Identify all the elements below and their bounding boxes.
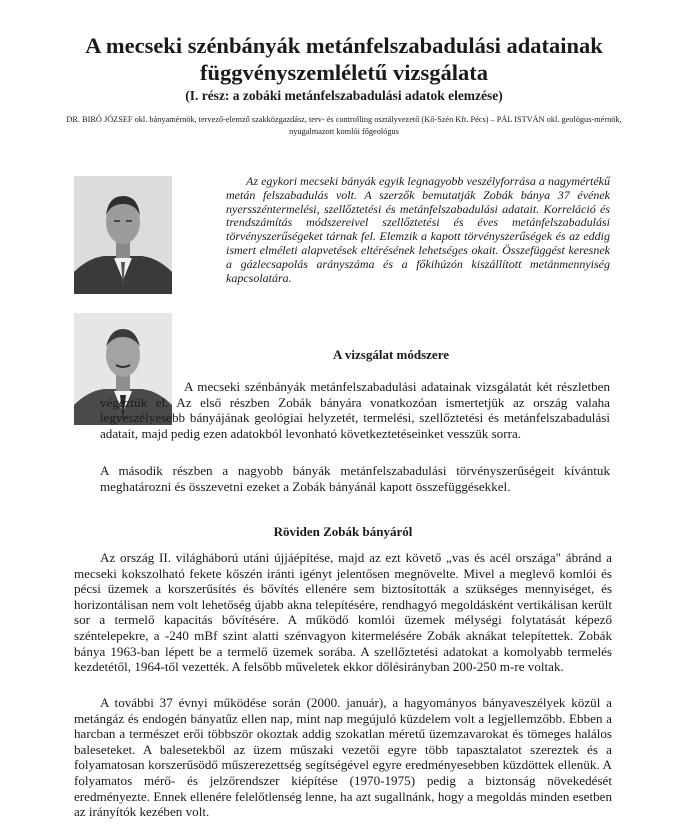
section-heading-zobak: Röviden Zobák bányáról bbox=[273, 524, 413, 539]
paragraph-method-2: A második részben a nagyobb bányák metánfelszabadulási törvényszerűségeit kívántuk meghatározni és összevetni ezeket a Zobák bányánál kapott összefüggésekkel. bbox=[100, 463, 610, 494]
author-portrait-1 bbox=[74, 176, 172, 294]
paragraph-method-1: A mecseki szénbányák metánfelszabadulási adatainak vizsgálatát két részletben végeztük el. Az első részben Zobák bányára vonatkozóan ismertetjük az ország valaha legveszélyesebb bányájának geológiai helyzetét, termelési, szellőztetési és metánfelszabadulási adatait, majd pedig ezen adatokból levonható következtetéseinket vesszük sorra. bbox=[100, 379, 610, 441]
paragraph-zobak-1: Az ország II. világháború utáni újjáépítése, majd az ezt követő „vas és acél országa" ábránd a mecseki kokszolható fekete kőszén iránti igényt jelentősen megnövelte. Mivel a meglevő komlói és pécsi üzemek a korszerűsítés és bővítés ellenére sem biztosították a szükséges mennyiséget, és horizontálisan nem volt lehetőség újabb akna telepítésére, rendhagyó megoldásként vertikálisan került sor a termelő kapacitás bővítésére. A működő komlói üzemek mélységi folytatását képező széntelepekre, a -240 mBf szint alatti szénvagyon kitermelésére Zobák aknákat telepítettek. Zobák bánya 1963-ban lépett be a termelő üzemek sorába. A szellőztetési adatokat a komolyabb termelés kezdetétől, 1964-től vezették. A felsőbb műveletek ekkor dőlésirányban 200-250 m-re voltak. bbox=[74, 550, 612, 675]
abstract: Az egykori mecseki bányák egyik legnagyobb veszélyforrása a nagymértékű metán felszabadulás volt. A szerzők bemutatják Zobák bánya 37 évének nyersszéntermelési, szellőztetési és metánfelszabadulási adatait. Korreláció és trendszámítás módszereivel szellőztetési és éves metánfelszabadulási törvényszerűségeket tárnak fel. Elemzik a kapott törvényszerűségek és az eddig ismert elméleti alapvetések eltérésének lehetséges okait. Összefüggést keresnek a gázlecsapolás arányszáma és a főkihúzón kiszállított metánmennyiség kapcsolatára. bbox=[226, 174, 610, 285]
paragraph-zobak-2: A további 37 évnyi működése során (2000. január), a hagyományos bányaveszélyek közül a metángáz és endogén bányatűz ellen nap, mint nap megújuló küzdelem volt a legjellemzőbb. Ebben a harcban a természet erői többször okoztak addig szokatlan méretű üzemzavarokat és tömeges halálos baleseteket. A balesetekből az üzem műszaki vezetői egyre több tapasztalatot szereztek és a folyamatosan korszerűsödő műszerezettség segítségével egyre eredményesebben küzdöttek ellenük. A folyamatos mérő- és jelzőrendszer kiépítése (1970-1975) pedig a biztonság növekedését eredményezte. Ennek ellenére felelőtlenség lenne, ha azt sugallnánk, hogy a megoldás minden esetben az irányítók kezében volt. bbox=[74, 695, 612, 820]
portrait-1-graphic bbox=[74, 176, 172, 294]
article-subtitle: (I. rész: a zobáki metánfelszabadulási adatok elemzése) bbox=[185, 88, 503, 103]
article-title: A mecseki szénbányák metánfelszabadulási adatainak függvényszemléletű vizsgálata bbox=[85, 33, 603, 85]
section-heading-method: A vizsgálat módszere bbox=[332, 347, 450, 362]
author-line: DR. BIRÓ JÓZSEF okl. bányamérnök, tervező-elemző szakközgazdász, terv- és controlling osztályvezető (Kő-Szén Kft. Pécs) – PÁL ISTVÁN okl. geológus-mérnök, nyugalmazott komlói főgeológus bbox=[66, 115, 622, 136]
